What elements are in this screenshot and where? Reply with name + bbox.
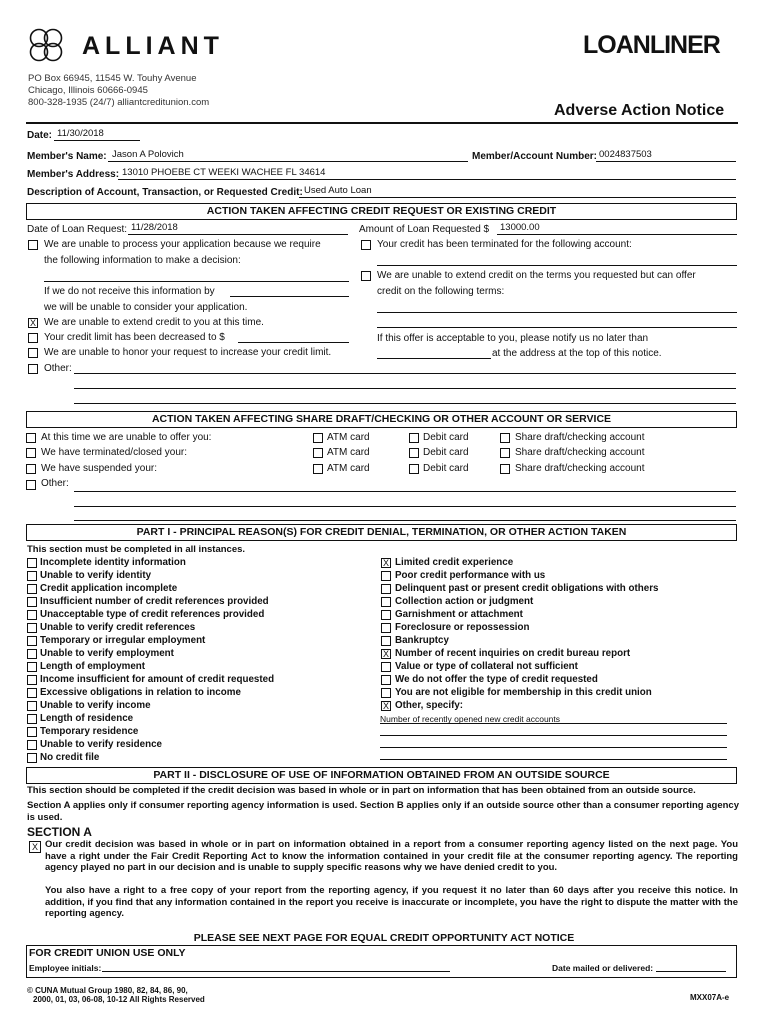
checkbox-share-row3[interactable] — [500, 464, 510, 474]
address-line-3: 800-328-1935 (24/7) alliantcreditunion.com — [28, 97, 210, 108]
loan-amount-value: 13000.00 — [500, 222, 540, 233]
counter-offer-line-b[interactable] — [377, 327, 737, 328]
checkbox-unable-honor[interactable] — [28, 348, 38, 358]
description-label: Description of Account, Transaction, or Requested Credit: — [27, 187, 303, 198]
checkbox-other-share[interactable] — [26, 480, 36, 490]
section-a-paragraph-1: Our credit decision was based in whole or in part on information obtained in a report from a consumer reporting agency listed on the next page. You have a right under the Fair Credit Reporting Act to know the information contained in your credit file at the consumer reporting agency. The reporting agency played no part in our decision and is unable to supply specific reasons why we have denied credit to you. — [45, 839, 738, 873]
left-reason-label: Unable to verify identity — [40, 570, 152, 581]
need-info-line2: the following information to make a decision: — [44, 255, 241, 266]
left-checkbox[interactable] — [27, 623, 37, 633]
left-checkbox[interactable] — [27, 740, 37, 750]
left-checkbox[interactable] — [27, 727, 37, 737]
left-reason-label: Unable to verify credit references — [40, 622, 196, 633]
other-specify-line-1[interactable] — [380, 723, 727, 724]
checkbox-debit-row1[interactable] — [409, 433, 419, 443]
left-reason-label: Temporary residence — [40, 726, 139, 737]
right-checkbox[interactable] — [381, 623, 391, 633]
other-credit-line-2[interactable] — [74, 388, 736, 389]
left-reason-label: Temporary or irregular employment — [40, 635, 206, 646]
right-checkbox[interactable] — [381, 636, 391, 646]
right-checkbox[interactable]: X — [382, 649, 389, 659]
address-value: 13010 PHOEBE CT WEEKI WACHEE FL 34614 — [122, 167, 326, 178]
debit-row2-label: Debit card — [423, 447, 469, 458]
limit-decreased-text: Your credit limit has been decreased to $ — [44, 332, 225, 343]
right-checkbox[interactable] — [381, 688, 391, 698]
limit-decreased-line[interactable] — [238, 342, 349, 343]
credit-action-heading: ACTION TAKEN AFFECTING CREDIT REQUEST OR EXISTING CREDIT — [26, 203, 737, 220]
alliant-logo-icon — [26, 28, 76, 64]
unable-extend-text: We are unable to extend credit to you at this time. — [44, 317, 264, 328]
date-label: Date: — [27, 130, 53, 141]
left-reason-label: Incomplete identity information — [40, 557, 186, 568]
left-checkbox[interactable] — [27, 558, 37, 568]
left-checkbox[interactable] — [27, 584, 37, 594]
unable-consider-text: we will be unable to consider your application. — [44, 302, 248, 313]
see-next-page-notice: PLEASE SEE NEXT PAGE FOR EQUAL CREDIT OPPORTUNITY ACT NOTICE — [193, 932, 575, 944]
date-mailed-line[interactable] — [656, 971, 726, 972]
left-reason-label: Unable to verify residence — [40, 739, 162, 750]
counter-offer-line-a[interactable] — [377, 312, 737, 313]
checkbox-need-info[interactable] — [28, 240, 38, 250]
left-checkbox[interactable] — [27, 571, 37, 581]
checkbox-unable-offer[interactable] — [26, 433, 36, 443]
checkbox-unable-extend[interactable]: X — [29, 318, 36, 328]
left-checkbox[interactable] — [27, 610, 37, 620]
other-specify-line-4[interactable] — [380, 759, 727, 760]
left-reason-label: No credit file — [40, 752, 100, 763]
left-reason-label: Credit application incomplete — [40, 583, 178, 594]
notify-date-line[interactable] — [377, 358, 491, 359]
need-info-field-line[interactable] — [44, 281, 349, 282]
left-checkbox[interactable] — [27, 688, 37, 698]
share-action-heading: ACTION TAKEN AFFECTING SHARE DRAFT/CHECKING OR OTHER ACCOUNT OR SERVICE — [26, 411, 737, 428]
checkbox-other-credit[interactable] — [28, 364, 38, 374]
other-credit-line-3[interactable] — [74, 403, 736, 404]
left-checkbox[interactable] — [27, 649, 37, 659]
left-reason-label: Excessive obligations in relation to income — [40, 687, 241, 698]
other-share-line-3[interactable] — [74, 520, 736, 521]
other-specify-line-2[interactable] — [380, 735, 727, 736]
other-specify-value: Number of recently opened new credit accounts — [380, 714, 561, 724]
checkbox-counter-offer[interactable] — [361, 271, 371, 281]
share-row3-text: Share draft/checking account — [515, 463, 645, 474]
copyright-line-1: © CUNA Mutual Group 1980, 82, 84, 86, 90, — [27, 986, 188, 995]
acceptable-line1: If this offer is acceptable to you, please notify us no later than — [377, 333, 649, 344]
atm-row2-label: ATM card — [327, 447, 370, 458]
other-credit-label: Other: — [44, 363, 72, 374]
form-title: Adverse Action Notice — [554, 102, 725, 119]
header-divider — [26, 122, 738, 124]
unable-honor-text: We are unable to honor your request to increase your credit limit. — [44, 347, 332, 358]
right-reason-label: Bankruptcy — [395, 635, 449, 646]
right-checkbox[interactable] — [381, 584, 391, 594]
right-reason-label: Limited credit experience — [395, 557, 514, 568]
left-checkbox[interactable] — [27, 701, 37, 711]
right-reason-label: Collection action or judgment — [395, 596, 534, 607]
right-checkbox[interactable] — [381, 597, 391, 607]
left-reason-label: Income insufficient for amount of credit requested — [40, 674, 275, 685]
left-reason-label: Length of employment — [40, 661, 146, 672]
loanliner-logo: LOANLINER — [583, 31, 720, 59]
share-row2-label: We have terminated/closed your: — [41, 447, 188, 458]
share-row3-label: We have suspended your: — [41, 463, 158, 474]
right-reason-label: Garnishment or attachment — [395, 609, 523, 620]
part1-instruction: This section must be completed in all instances. — [27, 544, 246, 555]
date-field-line[interactable] — [54, 140, 140, 141]
checkbox-credit-terminated[interactable] — [361, 240, 371, 250]
right-reason-label: We do not offer the type of credit requested — [395, 674, 598, 685]
credit-terminated-text: Your credit has been terminated for the following account: — [377, 239, 632, 250]
address-line[interactable] — [118, 179, 736, 180]
description-value: Used Auto Loan — [304, 185, 372, 196]
other-share-line-2[interactable] — [74, 506, 736, 507]
part2-heading: PART II - DISCLOSURE OF USE OF INFORMATION OBTAINED FROM AN OUTSIDE SOURCE — [26, 767, 737, 784]
section-a-title: SECTION A — [27, 825, 92, 839]
checkbox-debit-row3[interactable] — [409, 464, 419, 474]
employee-initials-label: Employee initials: — [29, 963, 102, 973]
loan-date-line[interactable] — [128, 234, 348, 235]
account-number-value: 0024837503 — [599, 149, 652, 160]
right-reason-label: Value or type of collateral not sufficient — [395, 661, 578, 672]
other-specify-line-3[interactable] — [380, 747, 727, 748]
loan-amount-label: Amount of Loan Requested $ — [359, 224, 490, 235]
checkbox-terminated-closed[interactable] — [26, 448, 36, 458]
checkbox-section-a[interactable]: X — [29, 841, 41, 853]
employee-initials-line[interactable] — [102, 971, 450, 972]
checkbox-share-row2[interactable] — [500, 448, 510, 458]
if-not-received-label: If we do not receive this information by — [44, 286, 215, 297]
section-a-paragraph-2: You also have a right to a free copy of your report from the reporting agency, if you request it no later than 60 days after you receive this notice. In addition, if you find that any information contained in the report you receive is inaccurate or incomplete, you have the right to dispute the matter with the reporting agency. — [45, 885, 738, 919]
atm-row1-label: ATM card — [327, 432, 370, 443]
left-checkbox[interactable] — [27, 597, 37, 607]
right-reason-label: Poor credit performance with us — [395, 570, 546, 581]
left-checkbox[interactable] — [27, 662, 37, 672]
loan-date-label: Date of Loan Request: — [27, 224, 128, 235]
right-reason-label: Number of recent inquiries on credit bureau report — [395, 648, 631, 659]
address-label: Member's Address: — [27, 169, 120, 180]
loan-amount-line[interactable] — [497, 234, 737, 235]
right-reason-label: Foreclosure or repossession — [395, 622, 530, 633]
left-reason-label: Length of residence — [40, 713, 134, 724]
counter-offer-line1: We are unable to extend credit on the terms you requested but can offer — [377, 270, 696, 281]
share-row1-label: At this time we are unable to offer you: — [41, 432, 212, 443]
account-number-label: Member/Account Number: — [472, 151, 598, 162]
form-code: MXX07A-e — [690, 993, 730, 1002]
right-checkbox[interactable] — [381, 662, 391, 672]
right-checkbox[interactable]: X — [382, 558, 389, 568]
right-checkbox[interactable]: X — [382, 701, 389, 711]
right-reason-label: Other, specify: — [395, 700, 464, 711]
date-mailed-label: Date mailed or delivered: — [552, 963, 654, 973]
copyright-line-2: 2000, 01, 03, 06-08, 10-12 All Rights Reserved — [33, 995, 205, 1004]
checkbox-debit-row2[interactable] — [409, 448, 419, 458]
left-reason-label: Unable to verify income — [40, 700, 151, 711]
left-checkbox[interactable] — [27, 753, 37, 763]
left-checkbox[interactable] — [27, 675, 37, 685]
share-row2-text: Share draft/checking account — [515, 447, 645, 458]
debit-row1-label: Debit card — [423, 432, 469, 443]
part2-applies: Section A applies only if consumer reporting agency information is used. Section B applies only if an outside source other than a consumer reporting agency is used. — [27, 800, 739, 823]
other-share-line-1[interactable] — [74, 491, 736, 492]
right-reason-label: You are not eligible for membership in this credit union — [395, 687, 652, 698]
share-row1-text: Share draft/checking account — [515, 432, 645, 443]
checkbox-atm-row2[interactable] — [313, 448, 323, 458]
right-reason-label: Delinquent past or present credit obligations with others — [395, 583, 659, 594]
other-share-label: Other: — [41, 478, 69, 489]
atm-row3-label: ATM card — [327, 463, 370, 474]
left-reason-label: Unable to verify employment — [40, 648, 174, 659]
right-checkbox[interactable] — [381, 571, 391, 581]
address-line-1: PO Box 66945, 11545 W. Touhy Avenue — [28, 73, 197, 84]
checkbox-share-row1[interactable] — [500, 433, 510, 443]
address-line-2: Chicago, Illinois 60666-0945 — [28, 85, 148, 96]
not-received-date-line[interactable] — [230, 296, 349, 297]
part2-intro: This section should be completed if the credit decision was based in whole or in part on information that has been obtained from an outside source. — [27, 785, 696, 796]
left-reason-label: Insufficient number of credit references provided — [40, 596, 269, 607]
date-value: 11/30/2018 — [57, 128, 104, 139]
checkbox-atm-row3[interactable] — [313, 464, 323, 474]
brand-name: ALLIANT — [82, 32, 224, 60]
checkbox-suspended[interactable] — [26, 464, 36, 474]
credit-terminated-line[interactable] — [377, 265, 737, 266]
member-name-value: Jason A Polovich — [112, 149, 184, 160]
other-credit-line-1[interactable] — [74, 373, 736, 374]
member-name-line[interactable] — [108, 161, 468, 162]
left-checkbox[interactable] — [27, 636, 37, 646]
left-checkbox[interactable] — [27, 714, 37, 724]
description-line[interactable] — [299, 197, 736, 198]
part1-heading: PART I - PRINCIPAL REASON(S) FOR CREDIT DENIAL, TERMINATION, OR OTHER ACTION TAKEN — [26, 524, 737, 541]
checkbox-limit-decreased[interactable] — [28, 333, 38, 343]
counter-offer-line2: credit on the following terms: — [377, 286, 505, 297]
left-reason-label: Unacceptable type of credit references provided — [40, 609, 265, 620]
checkbox-atm-row1[interactable] — [313, 433, 323, 443]
right-checkbox[interactable] — [381, 610, 391, 620]
cu-use-only-label: FOR CREDIT UNION USE ONLY — [29, 947, 186, 959]
loan-date-value: 11/28/2018 — [131, 222, 178, 233]
member-name-label: Member's Name: — [27, 151, 107, 162]
acceptable-line2: at the address at the top of this notice. — [492, 348, 662, 359]
right-checkbox[interactable] — [381, 675, 391, 685]
need-info-line1: We are unable to process your application because we require — [44, 239, 321, 250]
debit-row3-label: Debit card — [423, 463, 469, 474]
account-number-line[interactable] — [596, 161, 736, 162]
